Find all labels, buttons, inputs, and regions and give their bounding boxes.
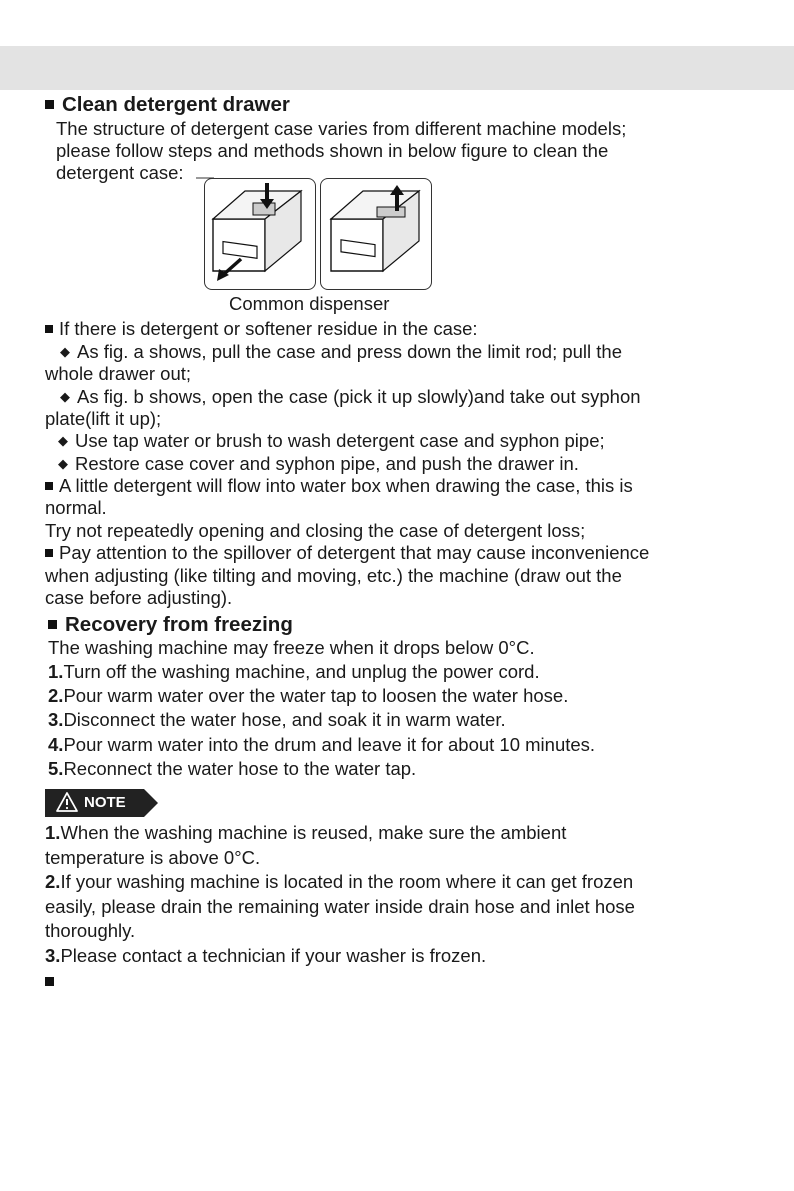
- note-item-line: 1.When the washing machine is reused, make sure the ambient: [45, 822, 567, 843]
- freeze-step: 1.Turn off the washing machine, and unplug the power cord.: [48, 661, 540, 682]
- step-c-line: ◆ Use tap water or brush to wash detergent case and syphon pipe;: [58, 430, 605, 451]
- note-item-line: 3.Please contact a technician if your washer is frozen.: [45, 945, 487, 966]
- diamond-bullet-icon: ◆: [60, 389, 70, 404]
- bullet-square-icon: [45, 325, 53, 333]
- try-note-line: Try not repeatedly opening and closing the case of detergent loss;: [45, 520, 586, 541]
- spill-note-line: case before adjusting).: [45, 587, 233, 608]
- diamond-bullet-icon: ◆: [58, 456, 68, 471]
- note-item-line: thoroughly.: [45, 920, 136, 941]
- flow-note-line: normal.: [45, 497, 107, 518]
- spill-note-line: when adjusting (like tilting and moving, etc.) the machine (draw out the: [45, 565, 622, 586]
- freeze-intro: The washing machine may freeze when it drops below 0°C.: [48, 637, 535, 658]
- freeze-step: 5.Reconnect the water hose to the water tap.: [48, 758, 417, 779]
- bullet-square-icon: [45, 100, 54, 109]
- freeze-step: 4.Pour warm water into the drum and leave it for about 10 minutes.: [48, 734, 596, 755]
- intro-line: please follow steps and methods shown in below figure to clean the: [56, 140, 609, 161]
- figure-caption: Common dispenser: [229, 293, 390, 314]
- bullet-square-icon: [48, 620, 57, 629]
- step-a-line: whole drawer out;: [45, 363, 192, 384]
- bullet-square-icon: [45, 977, 54, 986]
- intro-line: The structure of detergent case varies from different machine models;: [56, 118, 627, 139]
- residue-heading: If there is detergent or softener residue in the case:: [45, 318, 478, 340]
- spill-note-line: Pay attention to the spillover of detergent that may cause inconvenience: [45, 542, 649, 564]
- intro-line: detergent case:: [56, 162, 184, 183]
- step-d-line: ◆ Restore case cover and syphon pipe, and push the drawer in.: [58, 453, 579, 474]
- freeze-step: 2.Pour warm water over the water tap to loosen the water hose.: [48, 685, 569, 706]
- flow-note-line: A little detergent will flow into water box when drawing the case, this is: [45, 475, 633, 497]
- drawer-pull-illustration: [205, 179, 315, 289]
- step-b-line: plate(lift it up);: [45, 408, 162, 429]
- bullet-square-icon: [45, 549, 53, 557]
- note-item-line: 2.If your washing machine is located in the room where it can get frozen: [45, 871, 634, 892]
- figure-b-lift-syphon: [320, 178, 432, 290]
- section-heading-recovery-freezing: Recovery from freezing: [48, 614, 293, 636]
- syphon-lift-illustration: [321, 179, 431, 289]
- diamond-bullet-icon: ◆: [60, 344, 70, 359]
- step-a-line: ◆ As fig. a shows, pull the case and press down the limit rod; pull the: [60, 341, 623, 362]
- note-item-line: easily, please drain the remaining water inside drain hose and inlet hose: [45, 896, 635, 917]
- page-header-band: [0, 46, 794, 90]
- step-b-line: ◆ As fig. b shows, open the case (pick it up slowly)and take out syphon: [60, 386, 641, 407]
- bullet-square-icon: [45, 482, 53, 490]
- section-heading-clean-drawer: Clean detergent drawer: [45, 94, 290, 116]
- freeze-step: 3.Disconnect the water hose, and soak it in warm water.: [48, 709, 506, 730]
- diamond-bullet-icon: ◆: [58, 433, 68, 448]
- figure-a-pull-drawer: [204, 178, 316, 290]
- note-label: NOTE: [84, 794, 126, 811]
- note-item-line: temperature is above 0°C.: [45, 847, 261, 868]
